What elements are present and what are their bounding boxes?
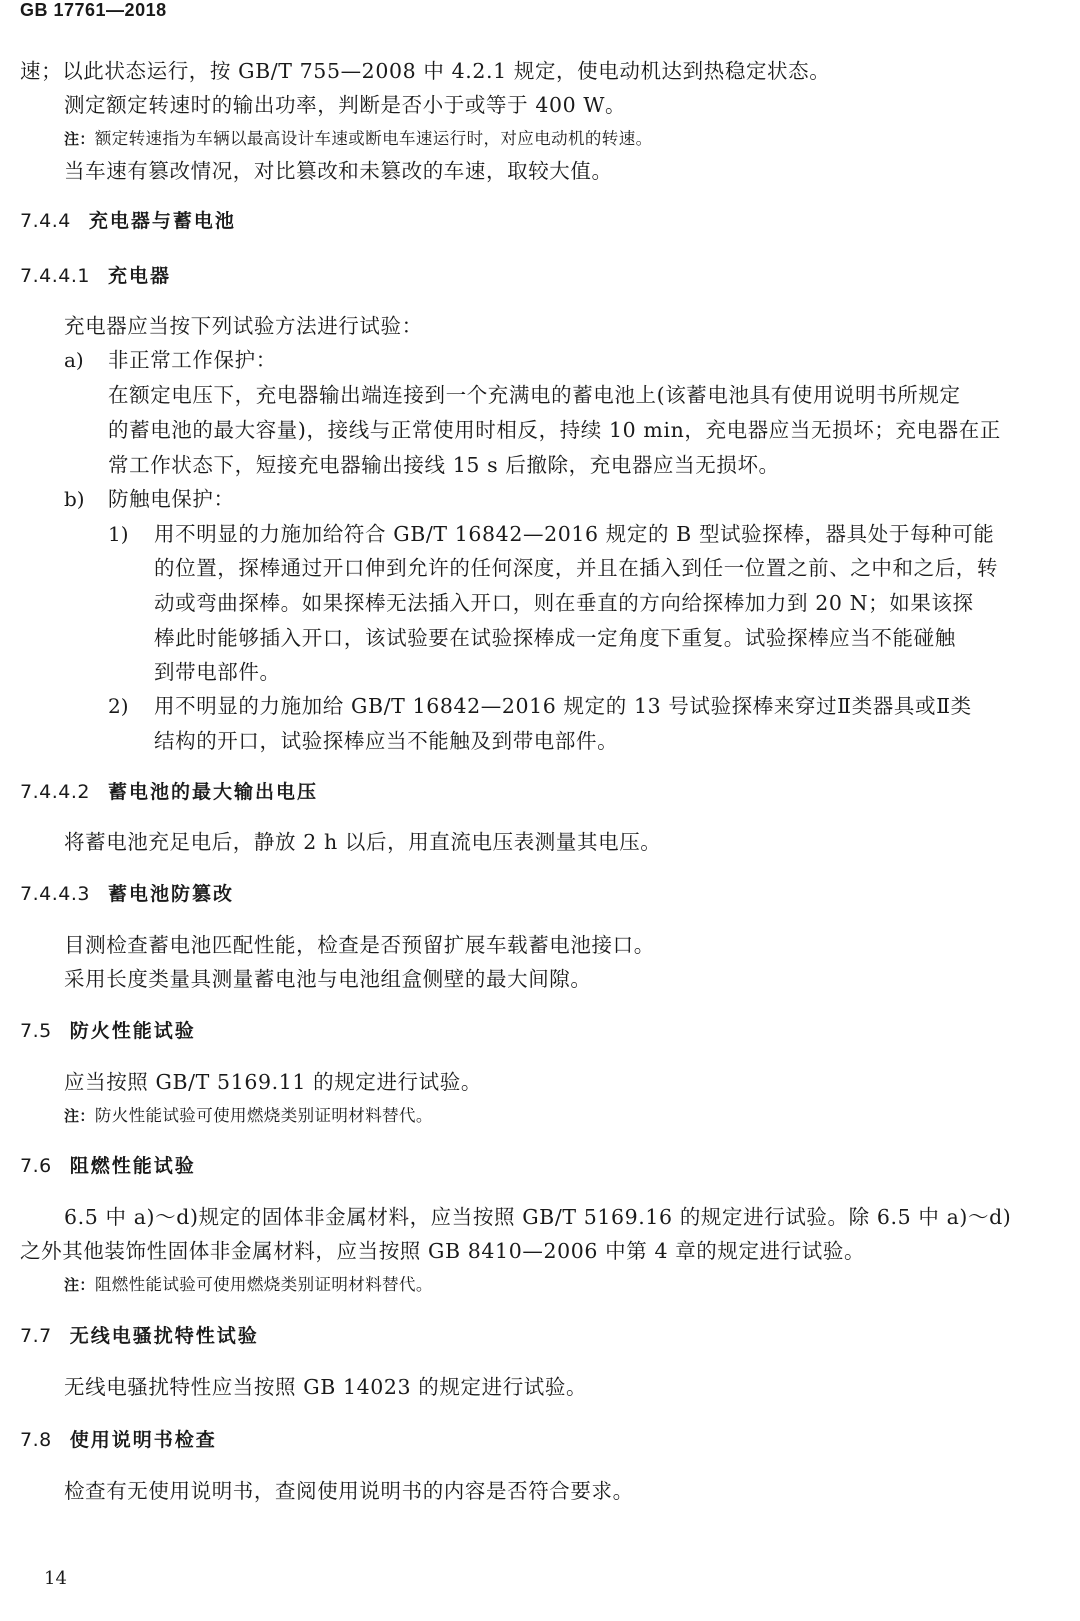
section-number: 7.5	[20, 1020, 52, 1042]
section-number: 7.4.4	[20, 210, 71, 232]
section-title: 充电器与蓄电池	[88, 210, 236, 232]
body-line: 采用长度类量具测量蓄电池与电池组盒侧壁的最大间隙。	[64, 967, 592, 991]
body-line: 应当按照 GB/T 5169.11 的规定进行试验。	[64, 1070, 482, 1094]
body-line: 到带电部件。	[154, 660, 281, 684]
section-title: 使用说明书检查	[69, 1429, 217, 1451]
section-number: 7.4.4.1	[20, 265, 90, 287]
note-label: 注：	[64, 1276, 95, 1294]
body-line: 检查有无使用说明书，查阅使用说明书的内容是否符合要求。	[64, 1479, 634, 1503]
list-marker: 1)	[108, 522, 129, 546]
note-label: 注：	[64, 130, 95, 148]
body-line: 的位置，探棒通过开口伸到允许的任何深度，并且在插入到任一位置之前、之中和之后，转	[154, 556, 998, 580]
note-label: 注：	[64, 1107, 95, 1125]
section-number: 7.6	[20, 1155, 52, 1177]
note-text: 阻燃性能试验可使用燃烧类别证明材料替代。	[94, 1275, 433, 1294]
section-number: 7.8	[20, 1429, 52, 1451]
section-title: 防火性能试验	[69, 1020, 196, 1042]
note	[64, 126, 653, 152]
body-line: 用不明显的力施加给 GB/T 16842—2016 规定的 13 号试验探棒来穿过Ⅱ类器具或Ⅱ类	[154, 694, 972, 718]
section-heading	[20, 881, 234, 907]
page-number: 14	[44, 1568, 67, 1589]
section-heading	[20, 263, 171, 289]
section-heading	[20, 1323, 259, 1349]
body-line: 将蓄电池充足电后，静放 2 h 以后，用直流电压表测量其电压。	[64, 830, 662, 854]
body-line: 动或弯曲探棒。如果探棒无法插入开口，则在垂直的方向给探棒加力到 20 N；如果该探	[154, 591, 974, 615]
body-line: 当车速有篡改情况，对比篡改和未篡改的车速，取较大值。	[64, 159, 613, 183]
body-line: 目测检查蓄电池匹配性能，检查是否预留扩展车载蓄电池接口。	[64, 933, 655, 957]
list-item-title: 非正常工作保护：	[108, 348, 277, 372]
body-line: 无线电骚扰特性应当按照 GB 14023 的规定进行试验。	[64, 1375, 588, 1399]
body-line: 用不明显的力施加给符合 GB/T 16842—2016 规定的 B 型试验探棒，器具处于每种可能	[154, 522, 995, 546]
note	[64, 1103, 433, 1129]
section-heading	[20, 779, 318, 805]
body-line: 6.5 中 a)～d)规定的固体非金属材料，应当按照 GB/T 5169.16 的规定进行试验。除 6.5 中 a)～d)	[64, 1205, 1012, 1229]
body-line: 之外其他装饰性固体非金属材料，应当按照 GB 8410—2006 中第 4 章的规定进行试验。	[20, 1239, 866, 1263]
body-line: 的蓄电池的最大容量)，接线与正常使用时相反，持续 10 min，充电器应当无损坏；充电器在正	[108, 418, 1001, 442]
section-heading	[20, 1018, 196, 1044]
list-marker: a)	[64, 348, 84, 372]
section-heading	[20, 208, 236, 234]
section-number: 7.4.4.2	[20, 781, 90, 803]
section-title: 蓄电池防篡改	[107, 883, 234, 905]
list-marker: 2)	[108, 694, 129, 718]
body-line: 充电器应当按下列试验方法进行试验：	[64, 314, 423, 338]
body-line: 棒此时能够插入开口，该试验要在试验探棒成一定角度下重复。试验探棒应当不能碰触	[154, 626, 956, 650]
note	[64, 1272, 433, 1298]
section-heading	[20, 1427, 217, 1453]
section-title: 蓄电池的最大输出电压	[107, 781, 318, 803]
section-number: 7.4.4.3	[20, 883, 90, 905]
section-title: 阻燃性能试验	[69, 1155, 196, 1177]
section-number: 7.7	[20, 1325, 52, 1347]
body-line: 测定额定转速时的输出功率，判断是否小于或等于 400 W。	[64, 93, 627, 117]
section-title: 充电器	[107, 265, 171, 287]
body-line: 速；以此状态运行，按 GB/T 755—2008 中 4.2.1 规定，使电动机达到热稳定状态。	[20, 59, 831, 83]
standard-header: GB 17761—2018	[20, 0, 167, 20]
list-item-title: 防触电保护：	[108, 487, 235, 511]
list-marker: b)	[64, 487, 85, 511]
body-line: 常工作状态下，短接充电器输出接线 15 s 后撤除，充电器应当无损坏。	[108, 453, 780, 477]
note-text: 额定转速指为车辆以最高设计车速或断电车速运行时，对应电动机的转速。	[94, 129, 653, 148]
section-title: 无线电骚扰特性试验	[69, 1325, 259, 1347]
section-heading	[20, 1153, 196, 1179]
note-text: 防火性能试验可使用燃烧类别证明材料替代。	[94, 1106, 433, 1125]
body-line: 在额定电压下，充电器输出端连接到一个充满电的蓄电池上(该蓄电池具有使用说明书所规定	[108, 383, 961, 407]
body-line: 结构的开口，试验探棒应当不能触及到带电部件。	[154, 729, 619, 753]
